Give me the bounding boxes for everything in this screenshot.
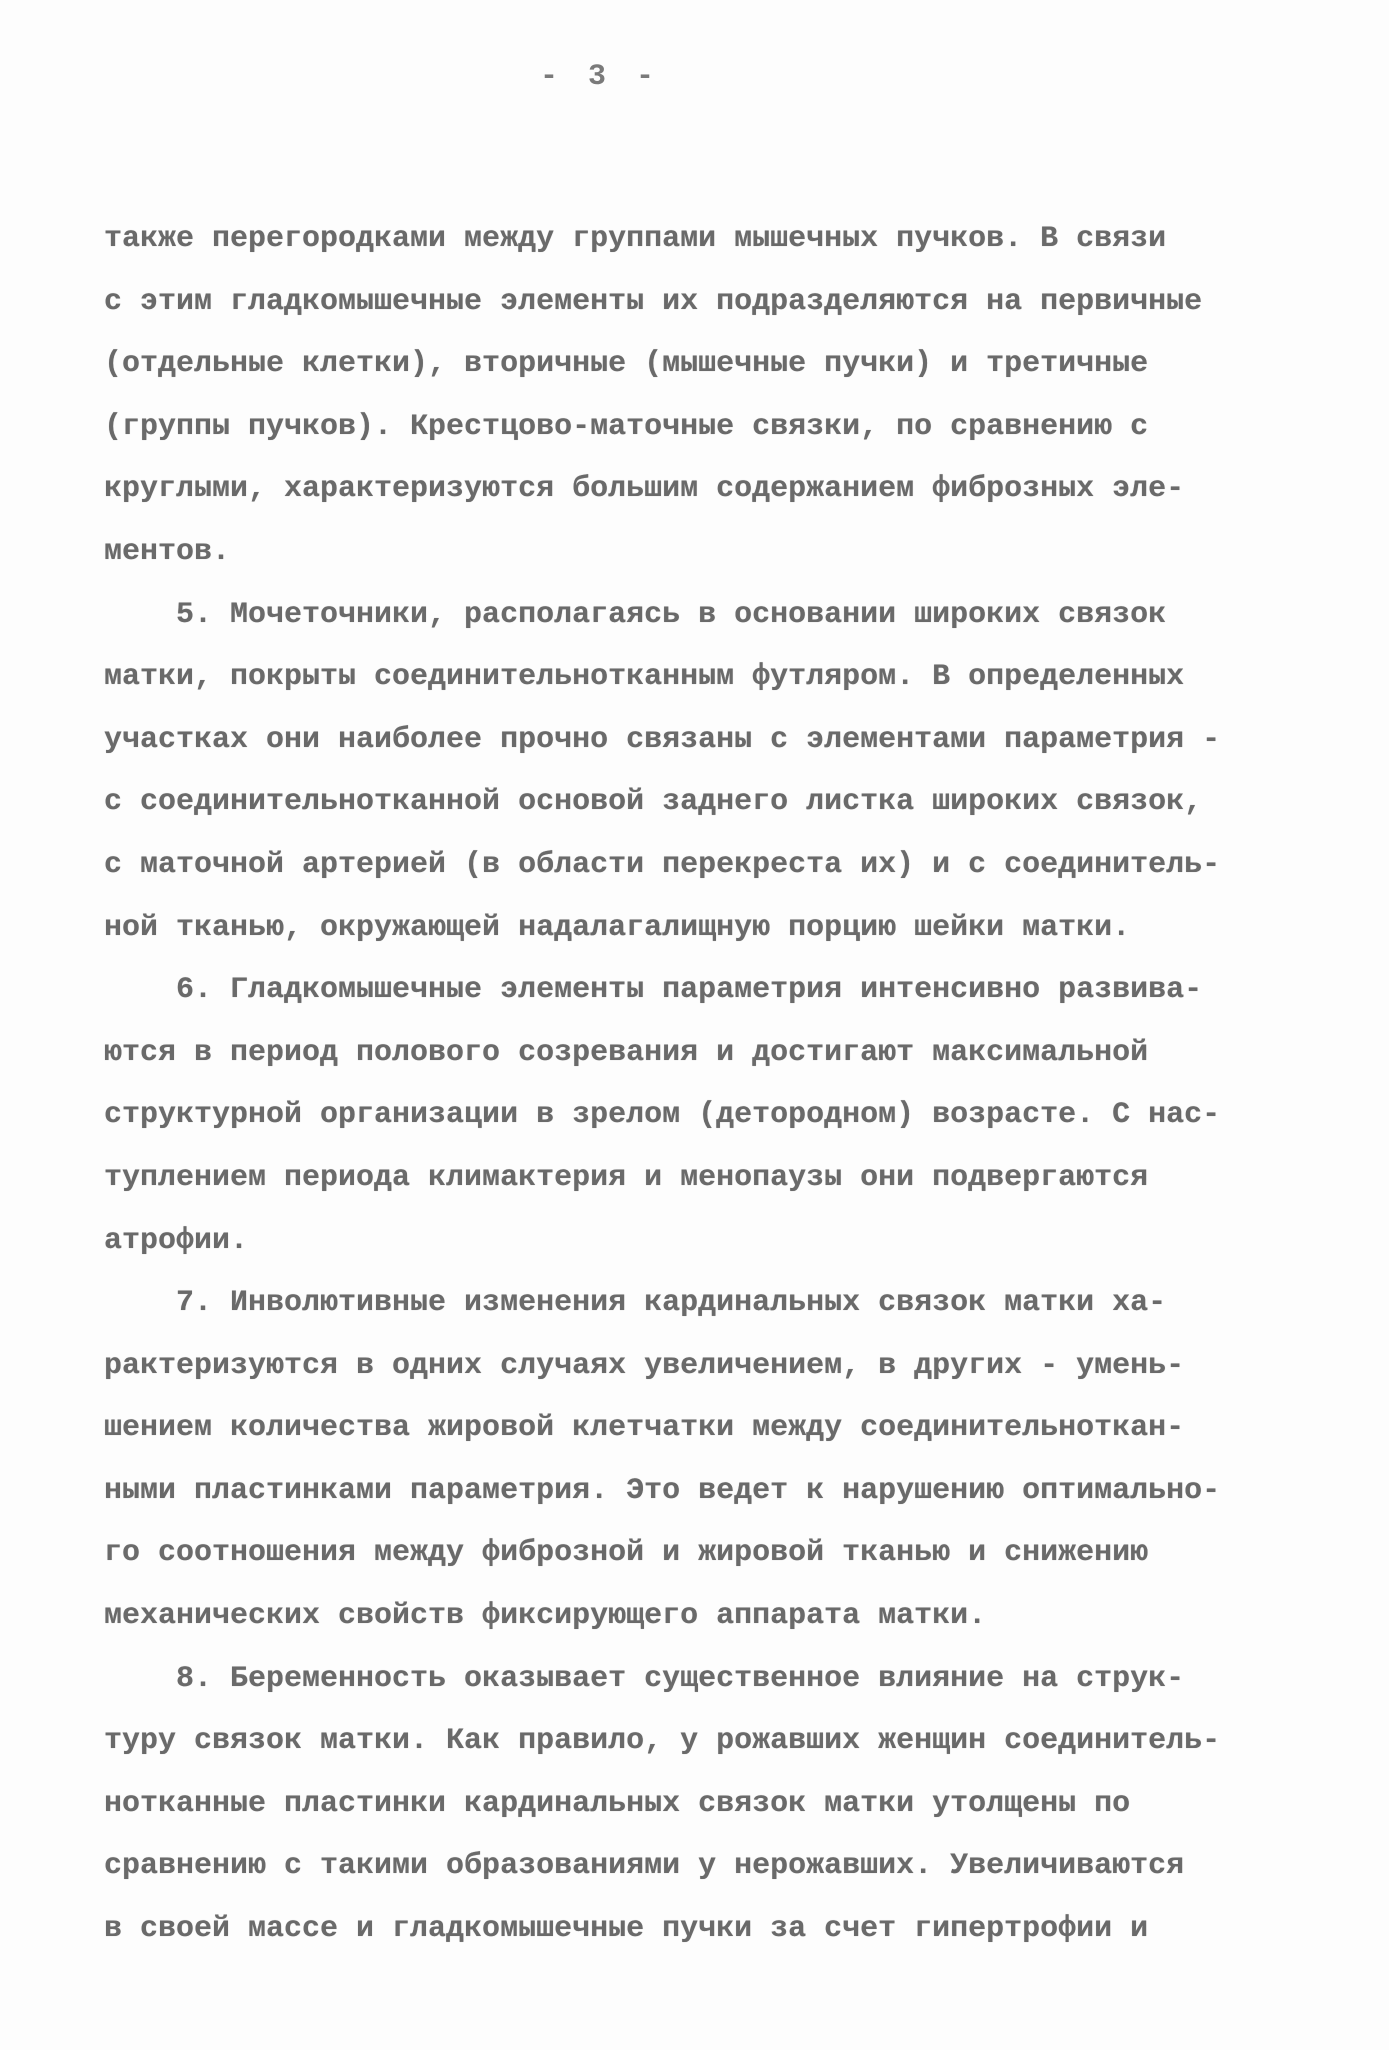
text-line: структурной организации в зрелом (детородном) возрасте. С нас- <box>104 1098 1221 1133</box>
text-line: круглыми, характеризуются большим содержанием фиброзных эле- <box>104 472 1185 507</box>
text-line: 8. Беременность оказывает существенное влияние на струк- <box>104 1661 1185 1696</box>
text-line: механических свойств фиксирующего аппарата матки. <box>104 1599 987 1634</box>
text-line: с соединительнотканной основой заднего листка широких связок, <box>104 785 1203 820</box>
text-line: с маточной артерией (в области перекреста их) и с соединитель- <box>104 847 1221 882</box>
text-line: рактеризуются в одних случаях увеличением, в других - умень- <box>104 1348 1185 1383</box>
text-line: ются в период полового созревания и достигают максимальной <box>104 1035 1149 1070</box>
text-line: туплением периода климактерия и менопаузы они подвергаются <box>104 1160 1149 1195</box>
text-line: (отдельные клетки), вторичные (мышечные пучки) и третичные <box>104 347 1149 382</box>
text-line: 7. Инволютивные изменения кардинальных связок матки ха- <box>104 1286 1167 1321</box>
text-line: го соотношения между фиброзной и жировой тканью и снижению <box>104 1536 1149 1571</box>
text-line: 5. Мочеточники, располагаясь в основании широких связок <box>104 597 1167 632</box>
text-line: ными пластинками параметрия. Это ведет к нарушению оптимально- <box>104 1473 1221 1508</box>
text-line: ной тканью, окружающей надалагалищную порцию шейки матки. <box>104 910 1131 945</box>
text-line: участках они наиболее прочно связаны с элементами параметрия - <box>104 722 1221 757</box>
text-line: матки, покрыты соединительнотканным футляром. В определенных <box>104 660 1185 695</box>
text-line: атрофии. <box>104 1223 249 1258</box>
text-line: туру связок матки. Как правило, у рожавших женщин соединитель- <box>104 1724 1221 1759</box>
text-line: шением количества жировой клетчатки между соединительноткан- <box>104 1411 1185 1446</box>
text-line: 6. Гладкомышечные элементы параметрия интенсивно развива- <box>104 973 1203 1008</box>
text-line: (группы пучков). Крестцово-маточные связки, по сравнению с <box>104 409 1149 444</box>
text-line: нотканные пластинки кардинальных связок матки утолщены по <box>104 1786 1131 1821</box>
text-line: также перегородками между группами мышечных пучков. В связи <box>104 222 1167 256</box>
page-number: - 3 - <box>539 60 660 94</box>
text-line: сравнению с такими образованиями у нерожавших. Увеличиваются <box>104 1849 1185 1884</box>
body-text <box>104 208 1304 1961</box>
text-line: ментов. <box>104 534 231 569</box>
text-line: в своей массе и гладкомышечные пучки за счет гипертрофии и <box>104 1912 1149 1947</box>
text-line: с этим гладкомышечные элементы их подразделяются на первичные <box>104 284 1203 319</box>
